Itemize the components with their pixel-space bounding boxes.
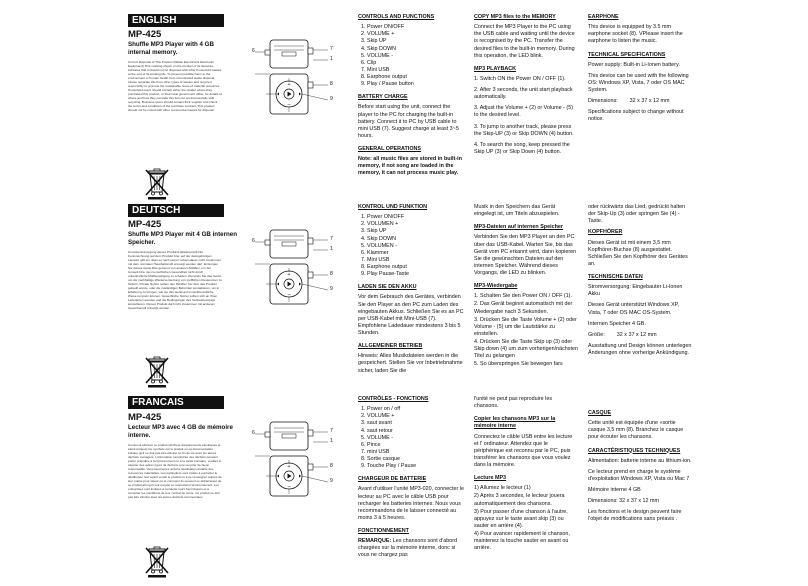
callout-7: 7 bbox=[330, 46, 333, 52]
callout-1: 1 bbox=[330, 56, 333, 62]
tech-note: Ausstattung und Design können unterlegen Änderungen ohne vorherige Ankündigung. bbox=[588, 342, 692, 356]
playback-step: 5. So überspringen Sie bewegen fars bbox=[474, 361, 563, 368]
crossed-bin-icon bbox=[143, 356, 171, 388]
playback-column-deutsch bbox=[474, 204, 578, 370]
controls-list bbox=[358, 214, 466, 278]
list-item: 6. Clip bbox=[367, 60, 466, 67]
list-item: 2. VOLUME + bbox=[367, 413, 466, 420]
controls-column-francais bbox=[358, 396, 466, 564]
callout-1: 1 bbox=[330, 438, 333, 444]
playback-step: 3. To jump to another track, please press the Skip-UP (3) or Skip DOWN (4) button. bbox=[474, 123, 574, 137]
model-title-deutsch: MP-425 bbox=[128, 219, 162, 230]
copy-title: MP3-Dateien auf internen Speicher bbox=[474, 224, 563, 231]
disposal-text-deutsch: Korrekte Entsorgung dieses Produkts (Elektromüll) Die Kennzeichnung auf dem Produkt bzw. auf der dazugehörigen Literatur gibt an, dass es nach seiner Lebensdauer nicht zusammen mit dem normalen Haushaltsmüll entsorgt werden darf. Entsorgen Sie dieses Gerät bitte getrennt von anderen Abfällen, um der Umwelt bzw. der menschlichen Gesundheit nicht durch unkontrollierte Müllbeseitigung zu schaden. Recyceln Sie das Gerät, um die nachhaltige Wiederverwertung von stofflichen Ressourcen zu fördern. Private Nutzer sollten den Händler, bei dem das Produkt gekauft wurde, oder die zuständigen Behörden kontaktieren, um in Erfahrung zu bringen, wie sie das Gerät auf umweltfreundliche Weise recyceln können. Gewerbliche Nutzer sollten sich an Ihren Lieferanten wenden und die Bedingungen des Verkaufsvertrags konsultieren. Dieses Produkt darf nicht zusammen mit anderem Gewerbemüll entsorgt werden. bbox=[128, 250, 223, 311]
list-item: 8. Earphone output bbox=[367, 74, 466, 81]
general-text: Hinweis: Alles Musikdateien werden in die gespeichert. Stellen Sie vor Inbetriebnahme sicher, laden Sie die bbox=[358, 353, 463, 374]
mp3-player-icon bbox=[252, 420, 336, 500]
list-item: 9. Play Pause-Taste bbox=[367, 271, 466, 278]
earphone-text: Dieses Gerät ist mit einem 3,5 mm Kopfhörer-Buchse (8) ausgestattet. Schließen Sie den Kopfhörer des Gerätes an. bbox=[588, 239, 688, 267]
general-title: GENERAL OPERATIONS bbox=[358, 146, 421, 152]
subtitle-deutsch: Shuffle MP3 Player mit 4 GB internen Speicher. bbox=[128, 231, 237, 246]
controls-column-english bbox=[358, 14, 466, 182]
model-title-francais: MP-425 bbox=[128, 412, 162, 423]
battery-text: Avant d'utiliser l'unité MP3-020, connecter le lecteur au PC avec le câble USB pour recharger les batteries internes. Nous vous recommandons de le laisser connecté au moins 3 à 5 heures. bbox=[358, 486, 464, 521]
list-item: 5. VOLUME - bbox=[367, 53, 466, 60]
playback-column-francais bbox=[474, 396, 578, 553]
list-item: 3. Skip UP bbox=[367, 38, 466, 45]
controls-list bbox=[358, 406, 466, 470]
tech-dim: Größe: 32 x 37 x 12 mm bbox=[588, 331, 657, 338]
general-body: Les chansons sont d'abord chargées sur la mémoire interne, donc si vous ne chargez pas bbox=[358, 538, 458, 559]
playback-title: MP3 PLAYBACK bbox=[474, 65, 517, 72]
disposal-text-francais: Comment éliminer ce produit (déchets d'équipements électriques et électroniques) Ce symbole sur le produit ou sa documentation indique qu'il ne doit pas être éliminé en fin de vie avec les autres déchets ménagers. L'élimination incontrôlée des déchets pouvant porter préjudice à l'environnement ou à la santé humaine, veuillez le séparer des autres types de déchets et le recycler de façon responsable. Vous favoriserez ainsi la réutilisation durable des ressources matérielles. Les particuliers sont invités à contacter le distributeur leur ayant vendu le produit ou à se renseigner auprès de leur mairie pour savoir où et comment ils peuvent se débarrasser de ce produit afin qu'il soit recyclé en respectant l'environnement. Les entreprises sont invitées à contacter leurs fournisseurs et à consulter les conditions de leur contrat de vente. Ce produit ne doit pas être éliminé avec les autres déchets commerciaux. bbox=[128, 443, 222, 500]
playback-step: 1) Allumez le lecteur (1) bbox=[474, 485, 531, 492]
general-label: REMARQUE: bbox=[358, 538, 392, 545]
playback-step: 3. Adjust the Volume + (2) or Volume - (5) to the desired level. bbox=[474, 105, 574, 119]
col4-intro: oder rückwärts das Lied, gedrückt halten der Skip-Up (3) oder springen Sie (4) -Taste. bbox=[588, 204, 686, 225]
callout-6: 6 bbox=[252, 238, 255, 244]
controls-title: CONTRÔLES - FONCTIONS bbox=[358, 396, 429, 402]
list-item: 4. saut retour bbox=[367, 428, 466, 435]
tech-dim: Dimensions: 32 x 37 x 12 mm bbox=[588, 498, 660, 505]
playback-title: Lecture MP3 bbox=[474, 475, 507, 482]
tech-title: CARACTÉRISTIQUES TECHNIQUES bbox=[588, 447, 681, 454]
playback-step: 2) Après 3 secondes, le lecteur jouera automatiquement des chansons. bbox=[474, 493, 565, 507]
controls-title: CONTROLS AND FUNCTIONS bbox=[358, 14, 435, 20]
list-item: 7. Mini USB bbox=[367, 67, 466, 74]
copy-text: Verbinden Sie den MP3 Player an den PC über das USB-Kabel. Warten Sie, bis das Gerät vom PC erkannt wird, dann kopieren Sie die gewünschten Dateien auf den internen Speicher. Während dieses Vorgangs, die LED zu blinken. bbox=[474, 234, 577, 276]
specs-column-english bbox=[588, 14, 692, 128]
list-item: 4. Skip DOWN bbox=[367, 236, 466, 243]
battery-title: LADEN SIE DEN AKKU bbox=[358, 284, 417, 291]
list-item: 9. Touche Play / Pause bbox=[367, 463, 466, 470]
playback-title: MP3-Wiedergabe bbox=[474, 283, 518, 290]
crossed-bin-icon bbox=[143, 168, 171, 200]
lang-tag-francais: FRANCAIS bbox=[128, 396, 224, 409]
list-item: 3. Skip UP bbox=[367, 228, 466, 235]
list-item: 5. VOLUME - bbox=[367, 435, 466, 442]
list-item: 8. Sortie casque bbox=[367, 456, 466, 463]
playback-step: 2. Das Gerät beginnt automatisch mit der Wiedergabe nach 3 Sekunden. bbox=[474, 301, 573, 315]
playback-step: 4) Pour avancer rapidement le chanson, maintenez la touche sauter en avant ou arrière. bbox=[474, 531, 570, 552]
list-item: 7. Mini USB bbox=[367, 257, 466, 264]
earphone-title: CASQUE bbox=[588, 410, 612, 416]
list-item: 6. Pince bbox=[367, 442, 466, 449]
playback-column-english bbox=[474, 14, 578, 160]
playback-step: 4. Drücken Sie die Taste Skip up (3) oder Skip down (4) um zum vorherigen/nächsten Titel zu gelangen bbox=[474, 339, 578, 360]
subtitle-english: Shuffle MP3 Player with 4 GB internal memory. bbox=[128, 41, 214, 56]
device-diagram-deutsch bbox=[252, 228, 336, 308]
earphone-title: EARPHONE bbox=[588, 14, 619, 20]
earphone-text: This device is equipped by 3.5 mm earphone socket (8). VPlease insert the earphone to listen the music. bbox=[588, 24, 683, 45]
list-item: 1. Power ON/OFF bbox=[367, 214, 466, 221]
list-item: 9. Play / Pause button bbox=[367, 81, 466, 88]
specs-column-deutsch bbox=[588, 204, 692, 361]
playback-step: 4. To search the song, keep pressed the Skip UP (3) or Skip Down (4) button. bbox=[474, 141, 570, 155]
lang-tag-english: ENGLISH bbox=[128, 14, 224, 27]
copy-title: Copier les chansons MP3 sur la mémoire interne bbox=[474, 416, 556, 430]
list-item: 2. VOLUME + bbox=[367, 31, 466, 38]
tech-power: Stromversorgung: Eingebauter Li-Ionen Akku bbox=[588, 284, 683, 298]
callout-8: 8 bbox=[330, 271, 333, 277]
playback-step: 3. Drücken Sie die Taste Volume + (2) oder Volume - (5) um die Lautstärke zu einstellen. bbox=[474, 316, 577, 337]
list-item: 3. saut avant bbox=[367, 420, 466, 427]
mp3-player-icon bbox=[252, 228, 336, 308]
subtitle-francais: Lecteur MP3 avec 4 GB de mémoire interne. bbox=[128, 424, 233, 439]
specs-column-francais bbox=[588, 410, 692, 528]
tech-note: Specifications subject to change without notice. bbox=[588, 109, 684, 123]
callout-7: 7 bbox=[330, 236, 333, 242]
callout-9: 9 bbox=[330, 96, 333, 102]
tech-os: Ce lecteur prend en charge le système d'exploitation Windows XP, Vista ou Mac 7 bbox=[588, 468, 690, 482]
callout-8: 8 bbox=[330, 81, 333, 87]
tech-mem: Mémoire interne 4 GB bbox=[588, 487, 641, 493]
battery-title: CHARGEUR DE BATTERIE bbox=[358, 476, 427, 483]
list-item: 7. mini USB bbox=[367, 449, 466, 456]
callout-9: 9 bbox=[330, 286, 333, 292]
col3-intro: Musik in den Speichern das Gerät eingelegt ist, um Titeln abzuspielen. bbox=[474, 204, 560, 218]
battery-text: Before start using the unit, connect the player to the PC for charging the built-in battery. Connect it to PC by USB cable to mini USB (7). Suggest charge at least 3~5 hours. bbox=[358, 104, 459, 139]
callout-1: 1 bbox=[330, 246, 333, 252]
tech-note: Les fonctions et le design peuvent faire l'objet de modifications sans préavis . bbox=[588, 509, 682, 523]
list-item: 5. VOLUMEN - bbox=[367, 243, 466, 250]
disposal-text-english: Correct Disposal of This Product (Waste Electrical & Electronic Equipment) This marking shown on the product or its literature, indicates that it should not be disposed with other household wastes at the end of its working life. To prevent possible harm to the environment or human health from uncontrolled waste disposal, please separate this from other types of wastes and recycle it responsibly to promote the sustainable reuse of material resources. Household users should contact either the retailer where they purchased this product, or their local government office, for details of where and how they can take this item for environmentally safe recycling. Business users should contact their supplier and check the terms and conditions of the purchase contract. This product should not be mixed with other commercial wastes for disposal. bbox=[128, 60, 222, 113]
callout-7: 7 bbox=[330, 428, 333, 434]
list-item: 8. Earphone output bbox=[367, 264, 466, 271]
callout-6: 6 bbox=[252, 430, 255, 436]
crossed-bin-icon bbox=[143, 546, 171, 578]
controls-title: KONTROL UND FUNKTION bbox=[358, 204, 428, 210]
list-item: 2. VOLUMEN + bbox=[367, 221, 466, 228]
model-title-english: MP-425 bbox=[128, 29, 162, 40]
list-item: 1. Power ON/OFF bbox=[367, 24, 466, 31]
controls-list bbox=[358, 24, 466, 88]
tech-dim: Dimensions: 32 x 37 x 12 mm bbox=[588, 98, 670, 105]
playback-step: 1. Switch ON the Power ON / OFF (1). bbox=[474, 75, 566, 82]
col3-intro: l'unité ne peut pas reproduire les chansons. bbox=[474, 396, 553, 410]
playback-step: 1. Schalten Sie den Power ON / OFF (1). bbox=[474, 293, 572, 300]
tech-title: TECHNICAL SPECIFICATIONS bbox=[588, 51, 666, 58]
playback-step: 2. After 3 seconds, the unit start playback automatically. bbox=[474, 87, 573, 101]
tech-os: Dieses Gerät unterstützt Windows XP, Vista, 7 oder OS MAC OS-System. bbox=[588, 302, 679, 316]
device-diagram-francais bbox=[252, 420, 336, 500]
copy-title: COPY MP3 files to the MEMORY bbox=[474, 14, 556, 20]
general-title: FONCTIONNEMENT bbox=[358, 528, 409, 534]
general-title: ALLGEMEINER BETRIEB bbox=[358, 343, 423, 350]
callout-8: 8 bbox=[330, 463, 333, 469]
list-item: 4. Skip DOWN bbox=[367, 46, 466, 53]
tech-title: TECHNISCHE DATEN bbox=[588, 274, 643, 280]
battery-title: BATTERY CHARGE bbox=[358, 94, 408, 101]
battery-text: Vor dem Gebrauch des Gerätes, verbinden Sie den Player an den PC zum Laden des eingebauten Akkus. Schließen Sie es an PC per USB-Kabel mit Mini-USB (7). Empfohlene Ladedauer mindestens 3 bis 5 Stunden. bbox=[358, 294, 464, 336]
list-item: 1. Power on / off bbox=[367, 406, 466, 413]
tech-power: Power supply: Built-in Li-Ionen battery. bbox=[588, 61, 680, 68]
list-item: 6. Klammer bbox=[367, 250, 466, 257]
mp3-player-icon bbox=[252, 38, 336, 118]
tech-power: Alimentation: batterie interne au lithium-ion. bbox=[588, 457, 692, 464]
general-text bbox=[358, 538, 466, 559]
callout-9: 9 bbox=[330, 478, 333, 484]
tech-os: This device can be used with the following OS: Windows XP, Vista, 7 oder OS MAC System. bbox=[588, 72, 689, 93]
general-text: Note: all music files are stored in built-in memory, if not song are loaded in the memory, it can not process music play. bbox=[358, 156, 462, 177]
earphone-title: KOPFHÖRER bbox=[588, 229, 623, 236]
controls-column-deutsch bbox=[358, 204, 466, 379]
lang-tag-deutsch: DEUTSCH bbox=[128, 204, 224, 217]
callout-6: 6 bbox=[252, 48, 255, 54]
copy-text: Connectez le câble USB entre les lecture et l' ordinateur. Attendez que le périphérique est reconnu par le PC, puis transférer les chansons que vous voulez dans la mémoire. bbox=[474, 433, 573, 468]
tech-mem: Internen Speicher 4 GB. bbox=[588, 320, 646, 327]
earphone-text: Cette unité est équipée d'une «sortie casque 3,5 mm (8). Branchez le casque pour écouter les chansons. bbox=[588, 420, 684, 441]
device-diagram-english bbox=[252, 38, 336, 118]
copy-text: Connect the MP3 Player to the PC using the USB cable and waiting until the device is recognised by the PC. Transfer the desired files to the built-in memory. During this operation, the LED blink. bbox=[474, 24, 575, 59]
playback-step: 3) Pour passer d'une chanson à l'autre, appuyez sur le taste avant skip (3) ou sauter en arrière (4). bbox=[474, 508, 568, 529]
